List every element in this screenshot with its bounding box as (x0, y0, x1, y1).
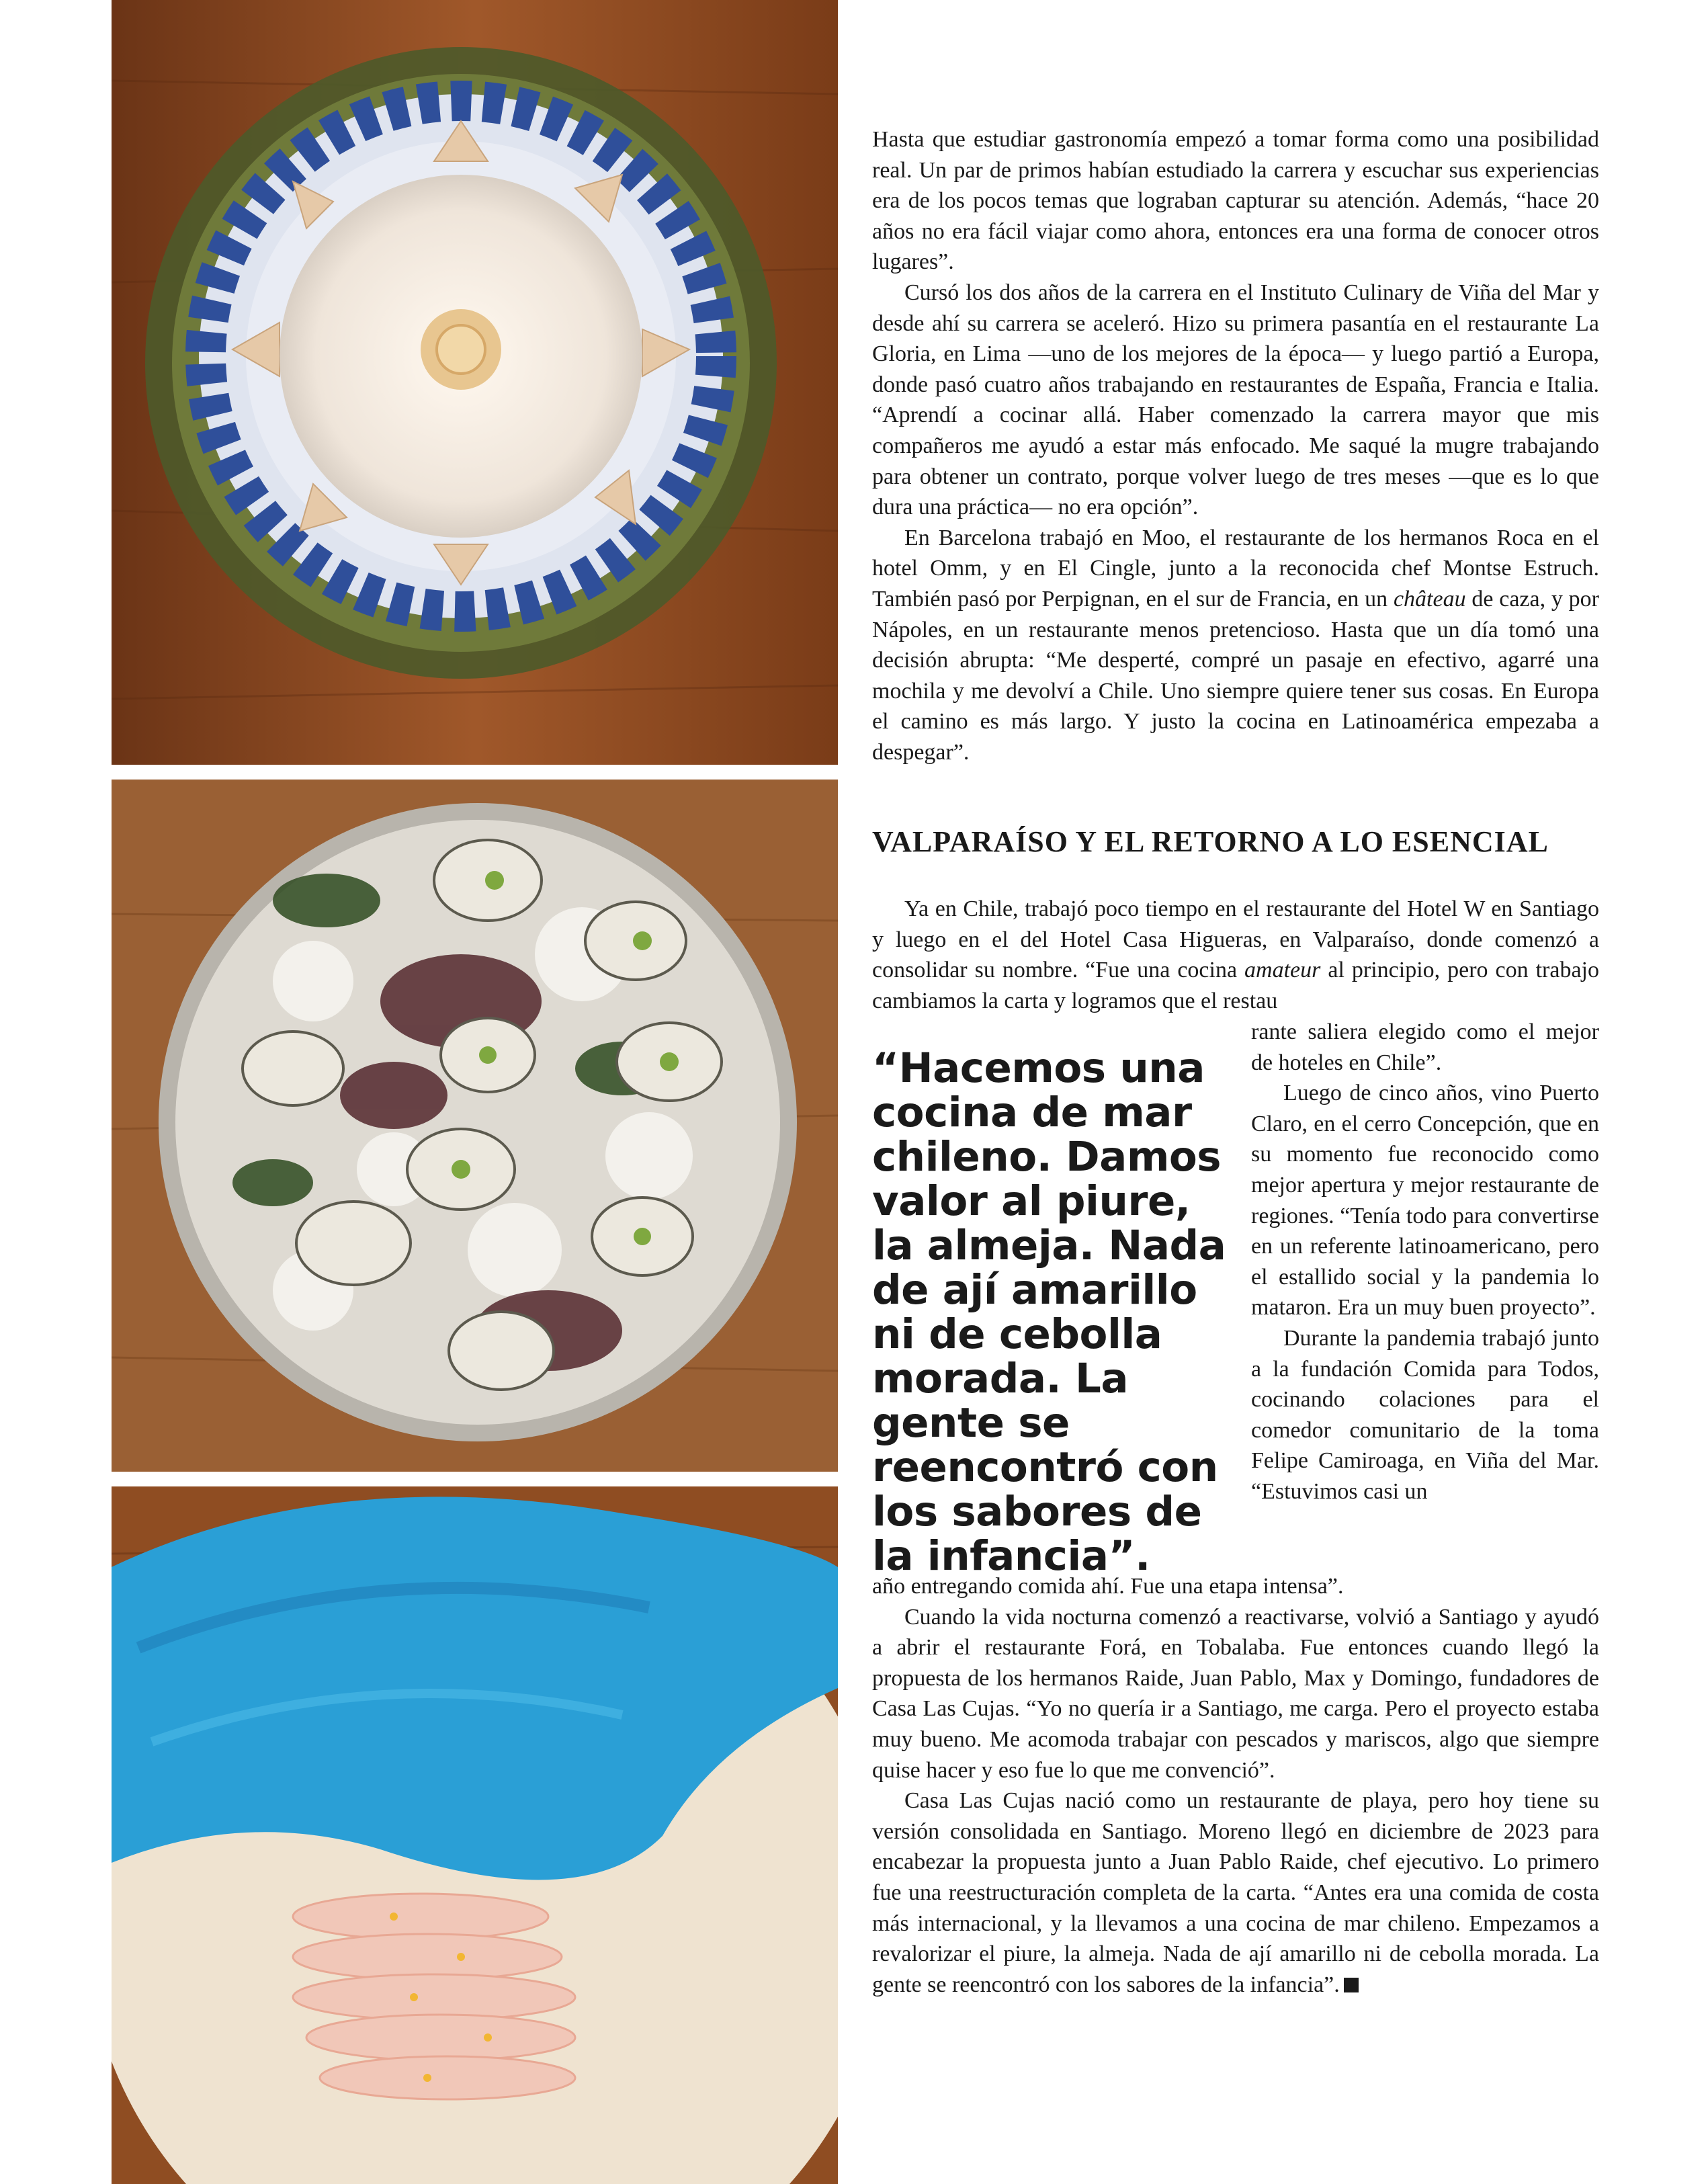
paragraph-7: Cuando la vida nocturna comenzó a reactivarse, volvió a Santiago y ayudó a abrir el restaurante Forá, en Tobalaba. Fue entonces cuando llegó la propuesta de los hermanos Raide, Juan Pablo, Max y Domingo, fundadores de Casa Las Cujas. “Yo no quería ir a Santiago, me carga. Pero el proyecto estaba muy bueno. Me acomoda trabajar con pescados y mariscos, algo que siempre quise hacer y eso fue lo que me convenció”. (872, 1604, 1599, 1783)
article-body-mid (872, 894, 1599, 1016)
paragraph-4-end: al principio, pero con trabajo cambiamos la carta y logramos que el restau (872, 958, 1599, 1013)
paragraph-2: Cursó los dos años de la carrera en el Instituto Culinary de Viña del Mar y desde ahí su carrera se aceleró. Hizo su primera pasantía en el restaurante La Gloria, en Lima —uno de los mejores de la época— y luego partió a Europa, donde pasó cuatro años trabajando en restaurantes de España, Francia e Italia. “Aprendí a cocinar allá. Haber comenzado la carrera mayor que mis compañeros me ayudó a estar más enfocado. Me saqué la mugre trabajando para obtener un contrato, porque volver luego de tres meses —que es lo que dura una práctica— no era opción”. (872, 280, 1599, 520)
photo-scallop-foam-dish (112, 0, 838, 765)
article-body-bottom (872, 1571, 1599, 2000)
paragraph-8-text: Casa Las Cujas nació como un restaurante de playa, pero hoy tiene su versión consolidada en Santiago. Moreno llegó en diciembre de 2023 para encabezar la propuesta junto a Juan Pablo Raide, chef ejecutivo. Lo primero fue una reestructuración completa de la carta. “Antes era una comida de costa más internacional, y la llevamos a una cocina de mar chileno. Empezamos a revalorizar el piure, la almeja. Nada de ají amarillo ni de cebolla morada. La gente se reencontró con los sabores de la infancia”. (872, 1788, 1599, 1997)
end-mark-square-icon (1344, 1978, 1359, 1992)
paragraph-3-start: En Barcelona trabajó en Moo, el restaurante de los hermanos Roca en el hotel Omm, y en El Cingle, junto a la reconocida chef Montse Estruch. También pasó por Perpignan, en el sur de Francia, en un (872, 525, 1599, 612)
paragraph-3-end: de caza, y por Nápoles, en un restaurante menos pretencioso. Hasta que un día tomó una decisión abrupta: “Me desperté, compré un pasaje en efectivo, agarré una mochila y me devolví a Chile. Uno siempre quiere tener sus cosas. En Europa el camino es más largo. Y justo la cocina en Latinoamérica empezaba a despegar”. (872, 586, 1599, 765)
paragraph-3 (872, 523, 1599, 768)
photo-oysters-tray (112, 780, 838, 1472)
paragraph-4-italic: amateur (1244, 958, 1321, 983)
paragraph-3-italic: château (1393, 586, 1466, 612)
photo-crudo-illustration (112, 1486, 838, 2184)
paragraph-4-continuation: rante saliera elegido como el mejor de hoteles en Chile”. (1251, 1019, 1599, 1075)
photo-crudo-plate (112, 1486, 838, 2184)
pull-quote: “Hacemos una cocina de mar chileno. Damos valor al piure, la almeja. Nada de ají amarillo ni de cebolla morada. La gente se reencontró con los sabores de la infancia”. (872, 1044, 1226, 1580)
paragraph-6-continuation: año entregando comida ahí. Fue una etapa intensa”. (872, 1574, 1344, 1599)
photo-scallop-illustration (112, 0, 838, 765)
paragraph-4-start (872, 894, 1599, 1016)
photo-oysters-illustration (112, 780, 838, 1472)
paragraph-6-start: Durante la pandemia trabajó junto a la fundación Comida para Todos, cocinando colaciones para el comedor comunitario de la toma Felipe Camiroaga, en Viña del Mar. “Estuvimos casi un (1251, 1325, 1599, 1504)
paragraph-4-text: Ya en Chile, trabajó poco tiempo en el restaurante del Hotel W en Santiago y luego en el del Hotel Casa Higueras, en Valparaíso, donde comenzó a consolidar su nombre. “Fue una cocina (872, 896, 1599, 983)
paragraph-8 (872, 1786, 1599, 2000)
section-subheading: VALPARAÍSO Y EL RETORNO A LO ESENCIAL (872, 825, 1549, 858)
paragraph-1: Hasta que estudiar gastronomía empezó a tomar forma como una posibilidad real. Un par de primos habían estudiado la carrera y escuchar sus experiencias era de los pocos temas que lograban capturar su atención. Además, “hace 20 años no era fácil viajar como ahora, entonces era una forma de conocer otros lugares”. (872, 127, 1599, 275)
paragraph-5: Luego de cinco años, vino Puerto Claro, en el cerro Concepción, que en su momento fue reconocido como mejor apertura y mejor restaurante de regiones. “Tenía todo para convertirse en un referente latinoamericano, pero el estallido social y la pandemia lo mataron. Era un muy buen proyecto”. (1251, 1081, 1599, 1320)
article-body-narrow (1251, 1017, 1599, 1507)
article-body-top (872, 124, 1599, 767)
